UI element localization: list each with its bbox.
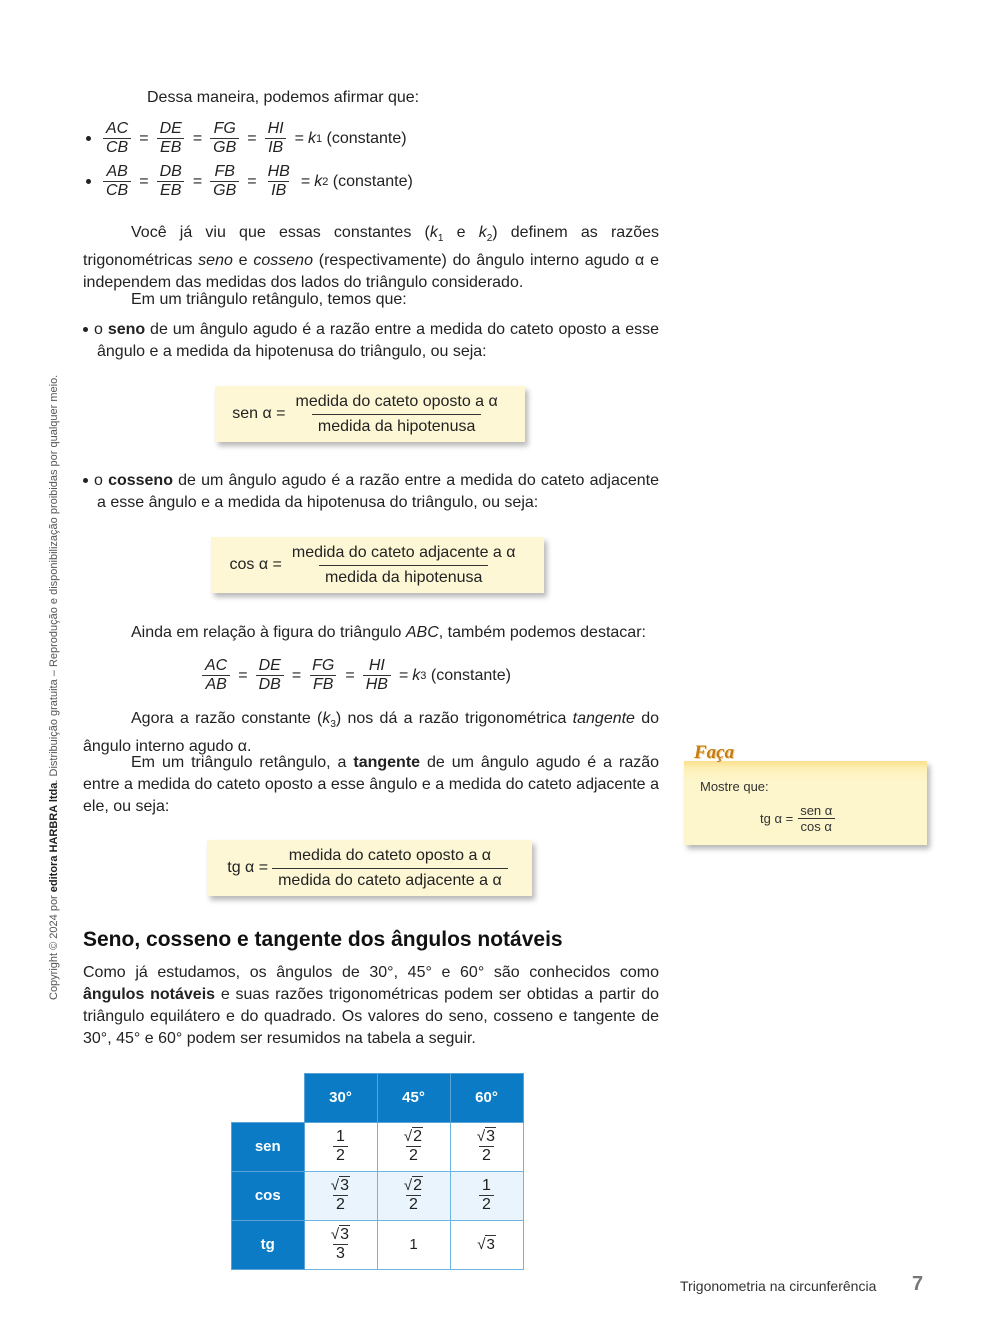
formula-box-tangente: tg α = $\frac{\text{medida do cateto oposto a α}}{\text{medida do cateto adjacente a α}}$ (207, 840, 532, 896)
formula-box-seno: sen α = $\frac{\text{medida do cateto oposto a α}}{\text{medida da hipotenusa}}$ (215, 386, 525, 442)
table-header-row (232, 1074, 524, 1123)
table-corner (232, 1074, 305, 1123)
column-header: 30° (304, 1074, 377, 1123)
page-number: 7 (912, 1273, 924, 1295)
faca-body (684, 761, 927, 845)
constant-k: k (412, 666, 421, 684)
table-cell: $\frac{√2}{2}$ (377, 1122, 450, 1171)
formula-box-cosseno: cos α = $\frac{\text{medida do cateto adjacente a α}}{\text{medida da hipotenusa}}$ (211, 537, 544, 593)
bullet-seno: o seno de um ângulo agudo é a razão entre a medida do cateto oposto a esse ângulo e a medida da hipotenusa do triângulo, ou seja: (83, 319, 659, 363)
fraction: $\frac{AB}{CB}$ (103, 163, 131, 200)
column-header: 60° (450, 1074, 523, 1123)
fraction: $\frac{\text{sen α}}{\text{cos α}}$ (797, 803, 835, 834)
paragraph-tangent-definition: Em um triângulo retângulo, a tangente de um ângulo agudo é a razão entre a medida do cateto oposto a esse ângulo e a medida do cateto adjacente a ele, ou seja: (83, 754, 660, 815)
copyright-suffix: . Distribuição gratuita – Reprodução e disponibilização proibidas por qualquer meio. (48, 374, 60, 783)
fraction: $\frac{HB}{IB}$ (267, 163, 290, 199)
fraction: $\frac{DE}{EB}$ (157, 120, 185, 157)
bullet-icon (86, 179, 91, 184)
fraction: $\frac{DB}{EB}$ (157, 163, 185, 200)
fraction: $\frac{FG}{FB}$ (309, 657, 337, 694)
faca-exercise-box (684, 742, 927, 845)
bullet-icon (86, 136, 91, 141)
intro-text: Dessa maneira, podemos afirmar que: (147, 89, 420, 106)
fraction: $\frac{\text{medida do cateto oposto a α}}{\text{medida do cateto adjacente a α}}$ (272, 844, 508, 893)
chapter-footer: Trigonometria na circunferência (680, 1278, 877, 1294)
bullet-icon (83, 327, 88, 332)
table-cell: $\frac{√3}{3}$ (304, 1220, 377, 1269)
paragraph-right-triangle: Em um triângulo retângulo, temos que: (131, 291, 407, 308)
sqrt-icon: √ (403, 1128, 413, 1145)
fraction: $\frac{DE}{DB}$ (256, 657, 284, 694)
fraction: $\frac{\text{medida do cateto oposto a α}}{\text{medida da hipotenusa}}$ (290, 390, 504, 439)
fraction: $\frac{HI}{IB}$ (265, 120, 287, 157)
table-cell: $\frac{1}{2}$ (450, 1171, 523, 1220)
sqrt-icon: √ (330, 1226, 340, 1243)
row-header: sen (232, 1122, 305, 1171)
column-header: 45° (377, 1074, 450, 1123)
constant-k: k (307, 129, 316, 147)
bullet-icon (83, 478, 88, 483)
paragraph-tangent-intro: Agora a razão constante $(k_3)$ nos dá a razão trigonométrica tangente do ângulo interno agudo α. (83, 710, 660, 756)
copyright-notice (48, 375, 60, 1000)
sqrt-icon: √ (330, 1177, 340, 1194)
publisher-name: editora HARBRA ltda (48, 782, 60, 893)
bullet-cosseno: o cosseno de um ângulo agudo é a razão entre a medida do cateto adjacente a esse ângulo e a medida da hipotenusa do triângulo, ou seja: (83, 470, 659, 514)
faca-title: Faça (694, 742, 735, 763)
sqrt-icon: √ (476, 1128, 486, 1145)
fraction: $\frac{\text{medida do cateto adjacente a α}}{\text{medida da hipotenusa}}$ (286, 541, 522, 590)
row-header: tg (232, 1220, 305, 1269)
constant-k: k (314, 172, 323, 190)
ratio-line-k2: $\frac{AB}{CB}$ = $\frac{DB}{EB}$ = $\frac{FB}{GB}$ = $\frac{HB}{IB}$ = k 2 (constante) (86, 163, 413, 200)
sqrt-icon: √ (403, 1177, 413, 1194)
table-cell: √3 (450, 1220, 523, 1269)
row-header: cos (232, 1171, 305, 1220)
paragraph-triangle-abc: Ainda em relação à figura do triângulo ABC, também podemos destacar: (131, 624, 646, 641)
faca-formula: tg α = $\frac{\text{sen α}}{\text{cos α}}$ (760, 803, 839, 834)
table-row (232, 1122, 524, 1171)
table-cell: 1 (377, 1220, 450, 1269)
section-title: Seno, cosseno e tangente dos ângulos notáveis (83, 928, 563, 951)
table-row (232, 1171, 524, 1220)
paragraph-constants: Você já viu que essas constantes ($k_1$ e $k_2$) definem as razões trigonométricas seno e cosseno (respectivamente) do ângulo interno agudo α e independem das medidas dos lados do triângulo considerado. (83, 224, 659, 292)
sqrt-icon: √ (477, 1236, 486, 1253)
paragraph-notable-angles: Como já estudamos, os ângulos de 30°, 45° e 60° são conhecidos como ângulos notáveis e suas razões trigonométricas podem ser obtidas a partir do triângulo equilátero e do quadrado. Os valores do seno, cosseno e tangente de 30°, 45° e 60° podem ser resumidos na tabela a seguir. (83, 964, 659, 1047)
notable-angles-table (231, 1073, 524, 1270)
faca-prompt: Mostre que: (700, 779, 769, 794)
ratio-line-k1: $\frac{AC}{CB}$ = $\frac{DE}{EB}$ = $\frac{FG}{GB}$ = $\frac{HI}{IB}$ = k 1 (constante) (86, 120, 407, 157)
table-row (232, 1220, 524, 1269)
fraction: $\frac{HI}{HB}$ (363, 657, 391, 694)
copyright-prefix: Copyright © 2024 por (48, 892, 60, 1000)
fraction: $\frac{AC}{AB}$ (202, 657, 230, 694)
table-cell: $\frac{√2}{2}$ (377, 1171, 450, 1220)
fraction: $\frac{FB}{GB}$ (210, 163, 239, 200)
ratio-line-k3: $\frac{AC}{AB}$ = $\frac{DE}{DB}$ = $\frac{FG}{FB}$ = $\frac{HI}{HB}$ = k 3 (constante) (198, 657, 511, 694)
fraction: $\frac{FG}{GB}$ (210, 120, 239, 157)
table-cell: $\frac{1}{2}$ (304, 1122, 377, 1171)
fraction: $\frac{AC}{CB}$ (103, 120, 131, 157)
table-cell: $\frac{√3}{2}$ (450, 1122, 523, 1171)
table-cell: $\frac{√3}{2}$ (304, 1171, 377, 1220)
